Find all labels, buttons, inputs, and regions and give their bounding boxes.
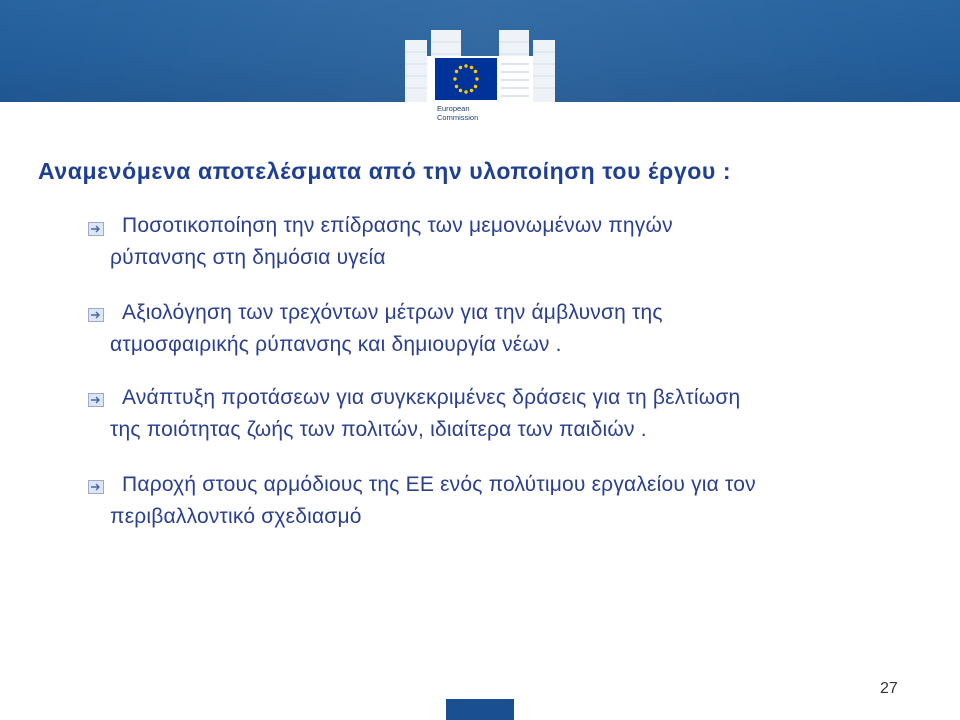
arrow-right-box-icon [88, 308, 104, 322]
logo-caption-line2: Commission [437, 113, 479, 122]
bullet-text [110, 210, 922, 274]
arrow-right-box-icon [88, 480, 104, 494]
page-number: 27 [880, 680, 898, 697]
bullet-line: της ποιότητας ζωής των πολιτών, ιδιαίτερα των παιδιών . [110, 418, 647, 441]
bullet-line: Αξιολόγηση των τρεχόντων μέτρων για την άμβλυνση της [122, 301, 663, 324]
arrow-right-box-icon [88, 222, 104, 236]
bullet-line: περιβαλλοντικό σχεδιασμό [110, 505, 362, 528]
bullet-line: ρύπανσης στη δημόσια υγεία [110, 246, 386, 269]
bullet-text [110, 469, 922, 533]
bullet-line: Ποσοτικοποίηση την επίδρασης των μεμονωμένων πηγών [122, 214, 673, 237]
bullet-line: Ανάπτυξη προτάσεων για συγκεκριμένες δράσεις για τη βελτίωση [122, 386, 741, 409]
bullet-text [110, 297, 922, 361]
bullet-line: ατμοσφαιρικής ρύπανσης και δημιουργία νέων . [110, 333, 562, 356]
bullet-line: Παροχή στους αρμόδιους της ΕΕ ενός πολύτιμου εργαλείου για τον [122, 473, 756, 496]
arrow-right-box-icon [88, 393, 104, 407]
slide-title: Αναμενόμενα αποτελέσματα από την υλοποίηση του έργου : [38, 158, 732, 184]
bullet-text [110, 382, 922, 446]
logo-caption-line1: European [437, 104, 470, 113]
footer-block [446, 699, 514, 720]
